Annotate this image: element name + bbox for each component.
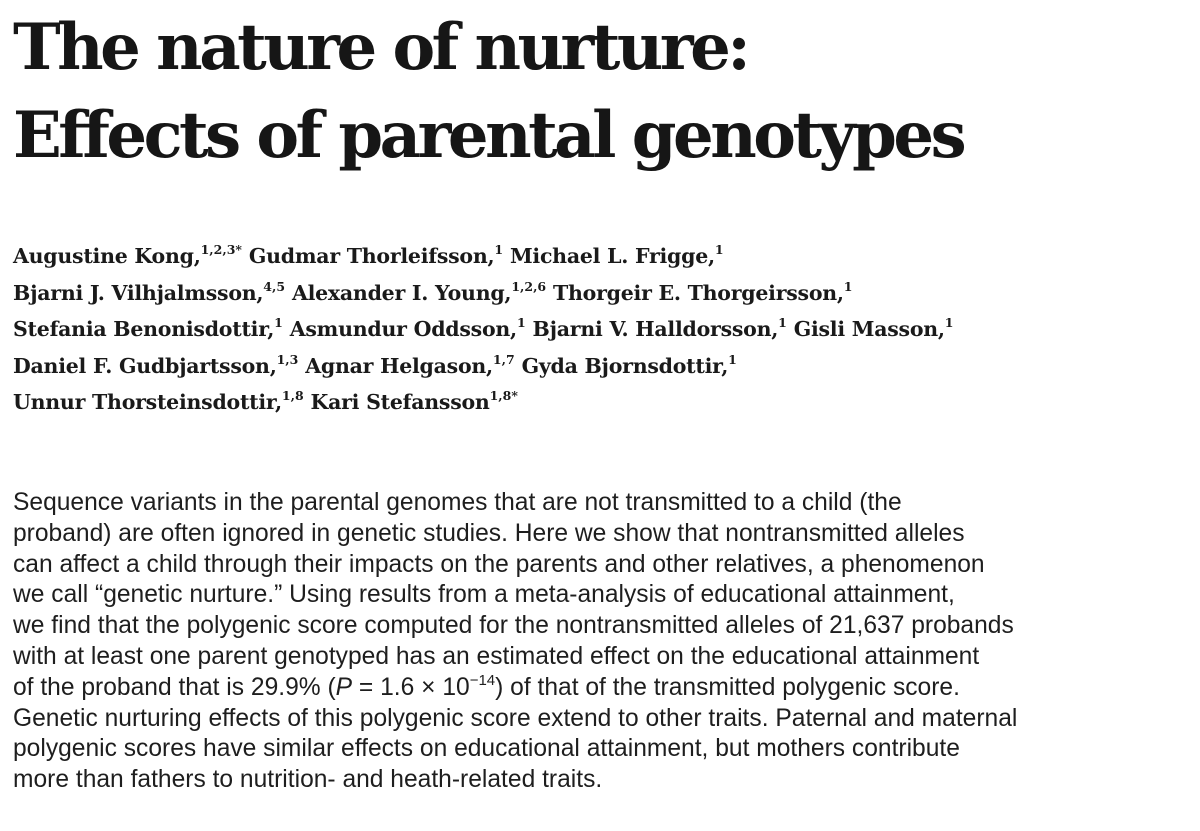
author [311,390,518,414]
author-name: Agnar Helgason, [305,353,493,378]
author [13,390,304,414]
author-name: Gudmar Thorleifsson, [248,244,495,268]
author-line [13,311,1193,348]
author-affiliation: 1 [778,315,787,330]
abstract-text: of the proband that is 29.9% ( [13,673,336,701]
author [290,317,526,341]
author [13,317,283,341]
author [794,317,954,341]
abstract-line: Genetic nurturing effects of this polygenic score extend to other traits. Paternal and maternal [13,704,1018,732]
author [533,317,787,341]
author-affiliation: 1 [516,315,526,330]
p-symbol: P [335,673,353,701]
abstract-line: can affect a child through their impacts on the parents and other relatives, a phenomenon [13,550,985,578]
author-line [13,238,1193,275]
author-line [13,384,1193,421]
abstract-line: we find that the polygenic score computed for the nontransmitted alleles of 21,637 probands [13,612,1014,640]
author-name: Alexander I. Young, [291,280,512,305]
abstract-line: more than fathers to nutrition- and heath-related traits. [13,766,603,794]
author-line [13,275,1193,312]
author-affiliation: 1 [944,315,954,330]
abstract-line: proband) are often ignored in genetic studies. Here we show that nontransmitted alleles [13,519,965,547]
author-affiliation: 4,5 [263,278,286,294]
author-name: Thorgeir E. Thorgeirsson, [553,280,844,305]
author-affiliation: 1,8* [489,388,518,403]
abstract-text: ) of that of the transmitted polygenic score. [495,673,960,701]
author-name: Augustine Kong, [13,244,201,268]
article-title [13,4,963,180]
author-affiliation: 1 [728,351,737,367]
author-name: Bjarni J. Vilhjalmsson, [13,280,264,305]
author [521,351,737,378]
author-name: Michael L. Frigge, [509,244,715,268]
author [510,244,724,268]
abstract-line: Sequence variants in the parental genomes that are not transmitted to a child (the [13,489,902,516]
author-affiliation: 1 [494,242,504,257]
author-affiliation: 1 [843,278,853,294]
author-affiliation: 1,2,3* [200,242,242,257]
author-name: Asmundur Oddsson, [289,317,517,341]
author-name: Stefania Benonisdottir, [13,317,275,341]
author [305,351,515,378]
abstract-line-with-pvalue [13,673,1198,704]
author [13,278,286,305]
author-name: Kari Stefansson [310,390,490,414]
author-affiliation: 1 [274,315,283,330]
abstract-text: = 1.6 × 10 [352,673,470,701]
author [249,244,503,268]
abstract [13,488,1198,796]
abstract-line: with at least one parent genotyped has an estimated effect on the educational attainment [13,642,980,670]
author-name: Bjarni V. Halldorsson, [532,317,779,341]
author-line [13,348,1193,385]
author [13,244,242,268]
author-affiliation: 1,8 [281,388,304,403]
author-affiliation: 1,3 [276,351,299,367]
author-name: Unnur Thorsteinsdottir, [13,390,282,414]
author-name: Daniel F. Gudbjartsson, [13,353,277,378]
p-exponent: −14 [469,671,496,689]
abstract-line: we call “genetic nurture.” Using results from a meta-analysis of educational attainment, [13,581,955,609]
title-line-2: Effects of parental genotypes [13,98,964,173]
abstract-line: polygenic scores have similar effects on educational attainment, but mothers contribute [13,735,960,763]
author-name: Gisli Masson, [793,317,945,341]
author-affiliation: 1,7 [492,351,515,367]
author [553,278,853,305]
author [291,278,547,305]
author-affiliation: 1 [714,242,724,257]
author-affiliation: 1,2,6 [511,278,547,294]
author-list [13,238,1193,421]
title-line-1: The nature of nurture: [13,10,748,85]
author [13,351,299,378]
author-name: Gyda Bjornsdottir, [521,353,729,378]
